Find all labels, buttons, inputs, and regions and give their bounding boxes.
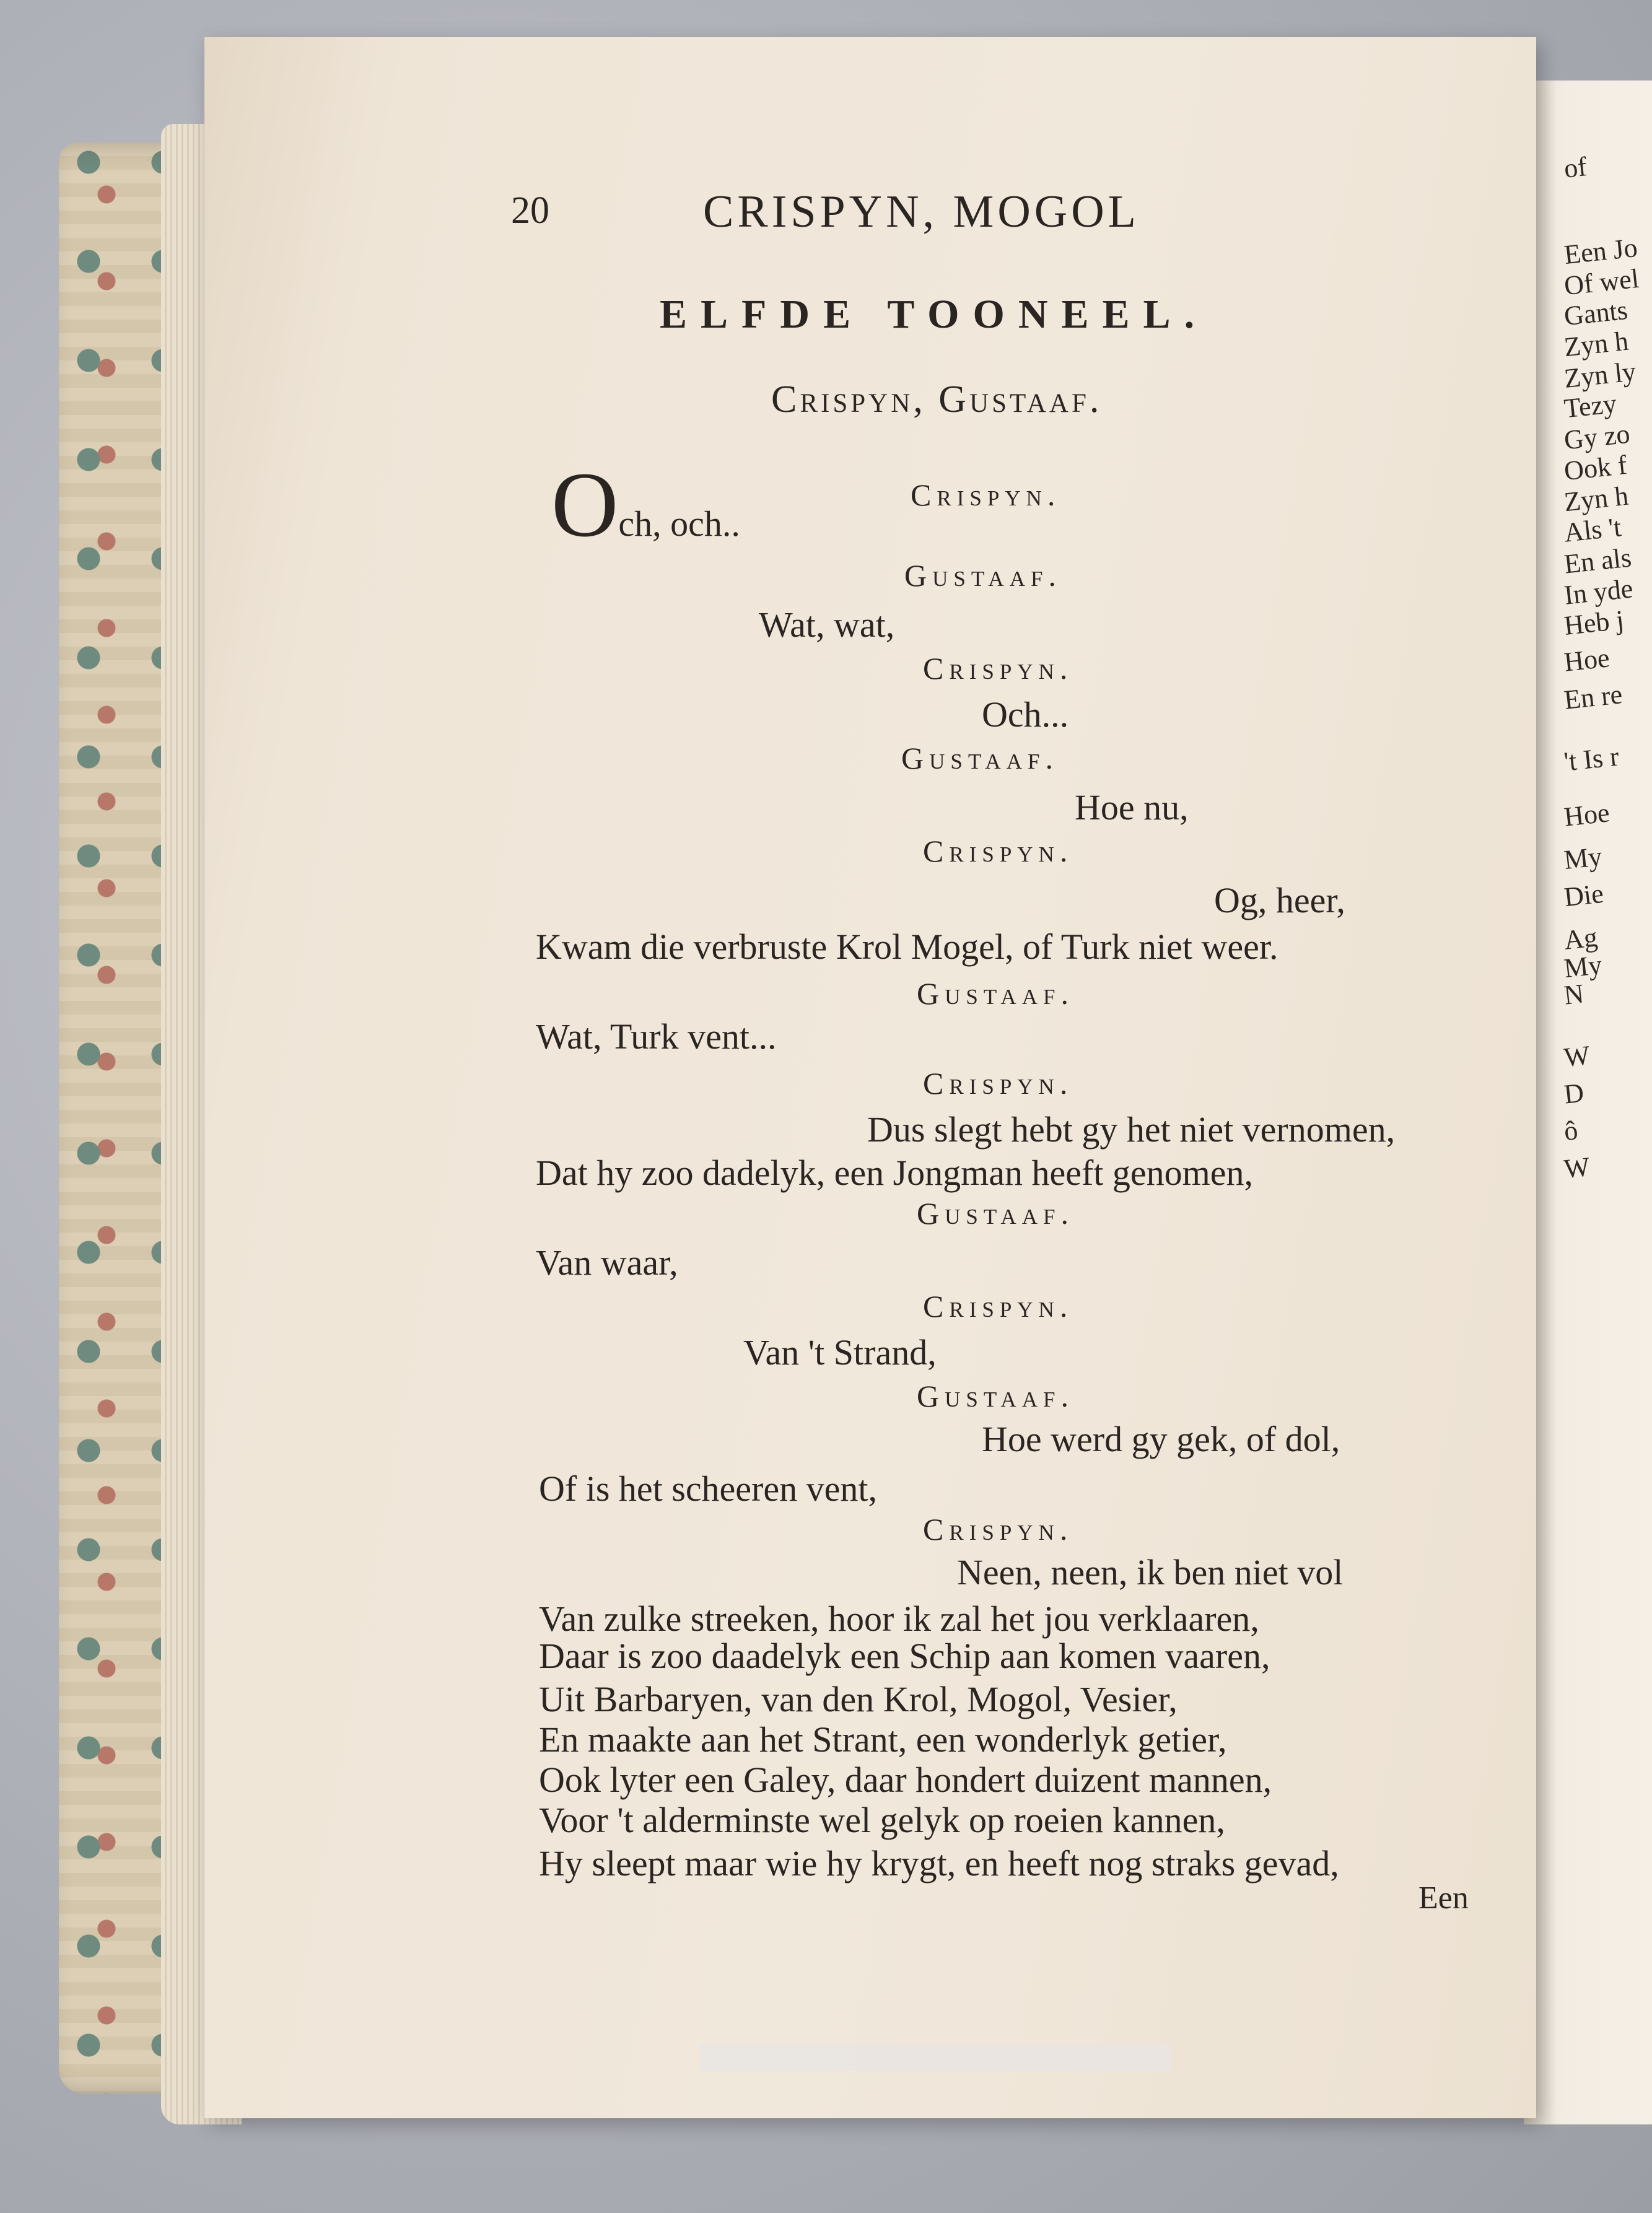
facing-page-fragment: N <box>1562 978 1586 1011</box>
facing-page-fragment: In yde <box>1562 573 1635 611</box>
facing-page-fragment: Hoe <box>1562 642 1611 678</box>
facing-page-fragment: Die <box>1562 878 1605 913</box>
ribbon-tab <box>700 2044 1171 2071</box>
facing-page-fragment: Zyn h <box>1562 480 1630 518</box>
facing-page-fragment: W <box>1562 1039 1591 1073</box>
catchword: Een <box>1418 1880 1469 1916</box>
verse-line: En maakte aan het Strant, een wonderlyk getier, <box>539 1719 1227 1760</box>
facing-page-fragment: 't Is r <box>1562 741 1620 777</box>
facing-page-fragment: My <box>1562 840 1604 876</box>
verse-line: Hoe werd gy gek, of dol, <box>982 1419 1340 1459</box>
verse-line: Kwam die verbruste Krol Mogel, of Turk niet weer. <box>536 927 1278 967</box>
verse-line: Dat hy zoo dadelyk, een Jongman heeft genomen, <box>536 1153 1254 1193</box>
speaker-label: Gustaaf. <box>917 1196 1074 1231</box>
facing-page-fragment: Hoe <box>1562 797 1611 832</box>
verse-line: Van waar, <box>536 1242 678 1283</box>
facing-page-fragment: Ag <box>1562 922 1599 956</box>
facing-page-fragment: En als <box>1562 542 1633 580</box>
speaker-label: Gustaaf. <box>917 1379 1074 1413</box>
facing-page-fragment: Als 't <box>1562 512 1623 548</box>
speaker-label: Crispyn. <box>923 1512 1073 1547</box>
scene-title: ELFDE TOONEEL. <box>660 292 1208 337</box>
facing-page-fragment: of <box>1562 151 1589 184</box>
speaker-label: Crispyn. <box>923 1289 1073 1324</box>
verse-line <box>551 453 740 556</box>
verse-line: Van 't Strand, <box>743 1332 937 1373</box>
speaker-label: Crispyn. <box>923 1066 1073 1101</box>
verse-line: Uit Barbaryen, van den Krol, Mogol, Vesier, <box>539 1679 1178 1719</box>
verse-line: Neen, neen, ik ben niet vol <box>957 1552 1344 1592</box>
verse-line-rest: ch, och.. <box>618 504 740 544</box>
verse-line: Ook lyter een Galey, daar hondert duizent mannen, <box>539 1760 1272 1800</box>
verse-line: Hy sleept maar wie hy krygt, en heeft nog straks gevad, <box>539 1843 1339 1883</box>
verse-line: Wat, Turk vent... <box>536 1016 777 1057</box>
facing-page-fragment: W <box>1562 1151 1591 1185</box>
facing-page-fragment: Ook f <box>1562 449 1628 487</box>
speaker-label: Crispyn. <box>923 651 1073 686</box>
verse-line: Van zulke streeken, hoor ik zal het jou verklaaren, <box>539 1599 1259 1639</box>
verse-line: Wat, wat, <box>759 605 895 645</box>
speaker-label: Crispyn. <box>911 478 1061 512</box>
facing-page-fragment: Tezy <box>1562 388 1619 424</box>
verse-line: Hoe nu, <box>1075 787 1189 827</box>
facing-page-fragment: Gy zo <box>1562 418 1632 456</box>
verse-line: Og, heer, <box>1214 880 1345 920</box>
facing-page-fragment: Zyn ly <box>1562 356 1638 394</box>
verse-line: Of is het scheeren vent, <box>539 1469 877 1509</box>
facing-page-fragment: Zyn h <box>1562 325 1630 363</box>
facing-page-fragment: My <box>1562 949 1604 984</box>
facing-page-fragment: D <box>1562 1077 1586 1110</box>
facing-page-fragment: ô <box>1562 1114 1580 1147</box>
speaker-label: Gustaaf. <box>901 741 1059 775</box>
facing-page-fragment: Heb j <box>1562 605 1625 641</box>
facing-page-fragment: En re <box>1562 679 1624 715</box>
page-number: 20 <box>511 190 549 232</box>
speaker-label: Gustaaf. <box>904 558 1062 593</box>
facing-page-fragment: Een Jo <box>1562 232 1639 271</box>
verse-line: Och... <box>982 694 1069 735</box>
facing-page-fragment: Of wel <box>1562 263 1641 302</box>
facing-page-fragment: Gants <box>1562 294 1629 332</box>
verse-line: Voor 't alderminste wel gelyk op roeien kannen, <box>539 1800 1225 1840</box>
character-list: Crispyn, Gustaaf. <box>771 378 1103 421</box>
speaker-label: Crispyn. <box>923 834 1073 868</box>
verse-line: Daar is zoo daadelyk een Schip aan komen vaaren, <box>539 1636 1270 1676</box>
speaker-label: Gustaaf. <box>917 976 1074 1011</box>
drop-cap: O <box>551 453 619 556</box>
verse-line: Dus slegt hebt gy het niet vernomen, <box>867 1109 1396 1150</box>
running-head: CRISPYN, MOGOL <box>703 186 1140 237</box>
